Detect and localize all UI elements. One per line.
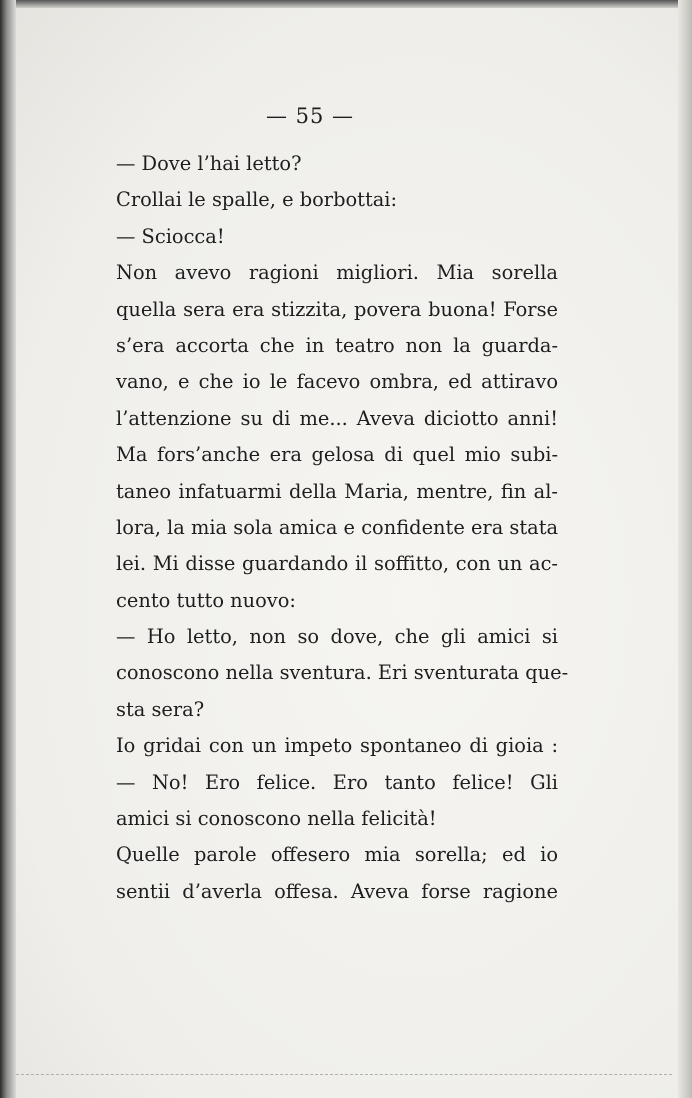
text-line: amici si conoscono nella felicità! xyxy=(116,807,437,831)
text-line: l’attenzione su di me... Aveva diciotto anni! xyxy=(116,406,558,430)
text-line: vano, e che io le facevo ombra, ed attiravo xyxy=(116,370,558,394)
text-line: Io gridai con un impeto spontaneo di gioia : xyxy=(116,734,558,758)
body-text xyxy=(116,146,569,910)
text-line: — No! Ero felice. Ero tanto felice! Gli xyxy=(116,770,558,794)
text-line: lei. Mi disse guardando il soffitto, con un ac- xyxy=(116,552,558,576)
page-bottom-rule xyxy=(16,1074,672,1075)
text-line: — Sciocca! xyxy=(116,224,225,248)
text-line: sentii d’averla offesa. Aveva forse ragione xyxy=(116,879,558,903)
text-line: Ma fors’anche era gelosa di quel mio subi- xyxy=(116,443,558,467)
text-line: Crollai le spalle, e borbottai: xyxy=(116,188,398,212)
page-number: — 55 — xyxy=(265,104,355,128)
page-binding-shadow xyxy=(0,0,16,1098)
text-line: — Dove l’hai letto? xyxy=(116,152,302,175)
text-line: cento tutto nuovo: xyxy=(116,588,296,612)
text-line: Quelle parole offesero mia sorella; ed io xyxy=(116,843,558,867)
text-line: s’era accorta che in teatro non la guarda- xyxy=(116,333,558,357)
text-line: Non avevo ragioni migliori. Mia sorella xyxy=(116,261,558,285)
text-line: quella sera era stizzita, povera buona! Forse xyxy=(116,297,558,321)
text-line: taneo infatuarmi della Maria, mentre, fin al- xyxy=(116,479,558,503)
text-line: lora, la mia sola amica e confidente era stata xyxy=(116,515,559,539)
page-right-edge xyxy=(678,0,692,1098)
text-line: sta sera? xyxy=(116,697,205,721)
text-line: conoscono nella sventura. Eri sventurata que- xyxy=(116,661,569,685)
page-top-edge xyxy=(0,0,692,8)
text-line: — Ho letto, non so dove, che gli amici si xyxy=(116,625,558,649)
